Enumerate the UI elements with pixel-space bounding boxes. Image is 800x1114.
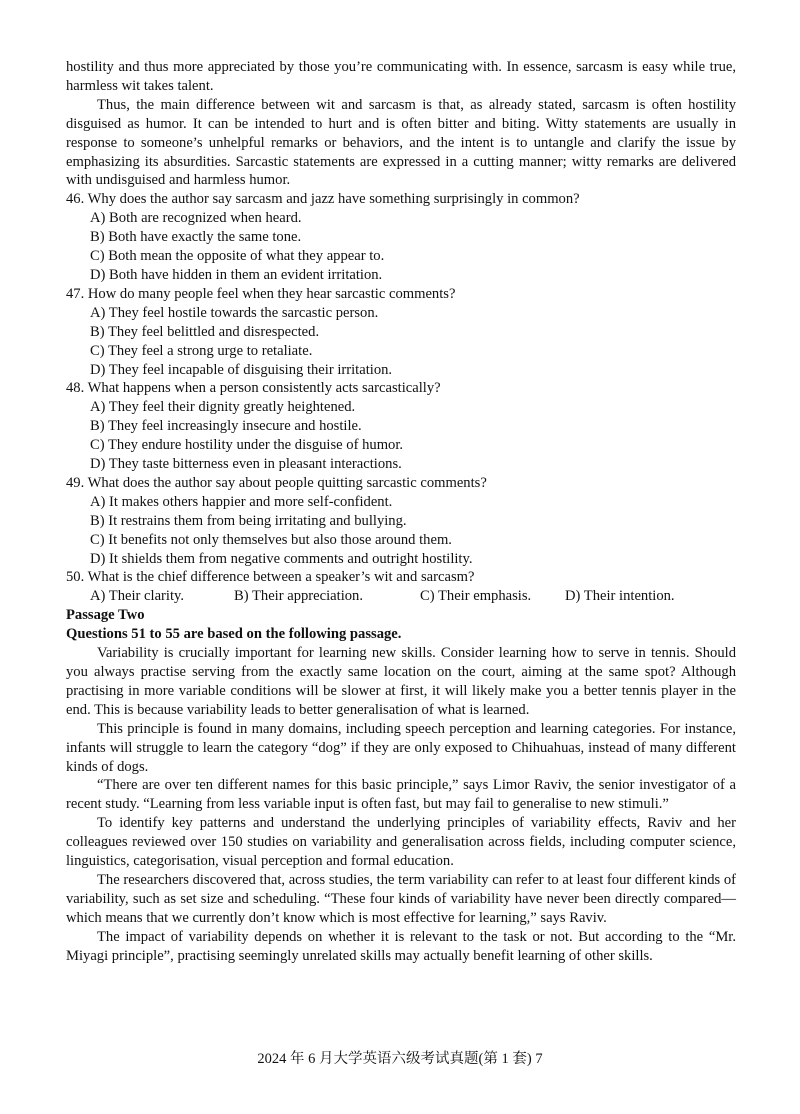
question-text: 46. Why does the author say sarcasm and jazz have something surprisingly in common? <box>66 191 580 208</box>
passage-two-paragraph: Variability is crucially important for learning new skills. Consider learning how to serve in tennis. Should you always practise serving from the exactly same location on the court, aiming at the same spot? Although practising in more variable conditions will be slower at first, it will likely make you a better tennis player in the end. This is because variability leads to better generalisation of what is learned. <box>66 645 736 718</box>
question-49 <box>66 474 736 569</box>
question-text: 50. What is the chief difference between a speaker’s wit and sarcasm? <box>66 569 475 586</box>
option-c: C) It benefits not only themselves but also those around them. <box>90 531 452 548</box>
passage-two-paragraph: “There are over ten different names for this basic principle,” says Limor Raviv, the senior investigator of a recent study. “Learning from less variable input is often fast, but may fail to generalise to new stimuli.” <box>66 777 736 813</box>
option-d: D) It shields them from negative comments and outright hostility. <box>90 550 473 567</box>
question-text: 48. What happens when a person consistently acts sarcastically? <box>66 380 441 397</box>
question-47 <box>66 285 736 380</box>
question-text: 49. What does the author say about people quitting sarcastic comments? <box>66 474 487 491</box>
option-b: B) They feel belittled and disrespected. <box>90 323 320 340</box>
passage-one-paragraph-end: hostility and thus more appreciated by those you’re communicating with. In essence, sarcasm is easy while true, harmless wit takes talent. <box>66 59 736 94</box>
option-c: C) They feel a strong urge to retaliate. <box>90 342 313 359</box>
option-d: D) They feel incapable of disguising their irritation. <box>90 361 393 378</box>
option-a: A) Their clarity. <box>90 588 185 605</box>
options-row <box>66 587 736 606</box>
option-d: D) They taste bitterness even in pleasant interactions. <box>90 456 402 473</box>
option-a: A) They feel their dignity greatly heightened. <box>90 399 356 416</box>
passage-two-instruction: Questions 51 to 55 are based on the following passage. <box>66 626 402 643</box>
passage-two-paragraph: To identify key patterns and understand the underlying principles of variability effects, Raviv and her colleagues reviewed over 150 studies on variability and generalisation across fields, including computer science, linguistics, categorisation, visual perception and formal education. <box>66 815 736 870</box>
option-c: C) Both mean the opposite of what they appear to. <box>90 248 385 265</box>
option-b: B) Their appreciation. <box>234 588 363 605</box>
option-b: B) Both have exactly the same tone. <box>90 229 302 246</box>
question-46 <box>66 190 736 285</box>
question-48 <box>66 379 736 474</box>
option-c: C) Their emphasis. <box>420 588 532 605</box>
passage-one-paragraph-thus: Thus, the main difference between wit and sarcasm is that, as already stated, sarcasm is often hostility disguised as humor. It can be intended to hurt and is often bitter and biting. Witty statements are usually in response to someone’s unhelpful remarks or behaviors, and the intent is to untangle and clarify the issue by emphasizing its absurdities. Sarcastic statements are expressed in a cutting manner; witty remarks are delivered with undisguised and harmless humor. <box>66 96 736 189</box>
question-text: 47. How do many people feel when they hear sarcastic comments? <box>66 285 456 302</box>
passage-two-paragraph: This principle is found in many domains, including speech perception and learning categories. For instance, infants will struggle to learn the category “dog” if they are only exposed to Chihuahuas, instead of many different kinds of dogs. <box>66 720 736 775</box>
passage-two-title: Passage Two <box>66 607 145 624</box>
option-b: B) It restrains them from being irritating and bullying. <box>90 512 407 529</box>
option-d: D) Their intention. <box>565 588 675 605</box>
option-a: A) Both are recognized when heard. <box>90 210 302 227</box>
page-footer: 2024 年 6 月大学英语六级考试真题(第 1 套) 7 <box>257 1051 543 1067</box>
option-a: A) They feel hostile towards the sarcastic person. <box>90 304 379 321</box>
page-content <box>66 58 736 966</box>
option-c: C) They endure hostility under the disguise of humor. <box>90 437 404 454</box>
option-b: B) They feel increasingly insecure and hostile. <box>90 418 362 435</box>
passage-two-paragraph: The impact of variability depends on whether it is relevant to the task or not. But according to the “Mr. Miyagi principle”, practising seemingly unrelated skills may actually benefit learning of other skills. <box>66 928 736 964</box>
option-d: D) Both have hidden in them an evident irritation. <box>90 266 383 283</box>
passage-two-paragraph: The researchers discovered that, across studies, the term variability can refer to at least four different kinds of variability, such as set size and scheduling. “These four kinds of variability have never been directly compared—which means that we currently don’t know which is most effective for learning,” says Raviv. <box>66 871 736 926</box>
question-50 <box>66 568 736 606</box>
option-a: A) It makes others happier and more self-confident. <box>90 493 393 510</box>
